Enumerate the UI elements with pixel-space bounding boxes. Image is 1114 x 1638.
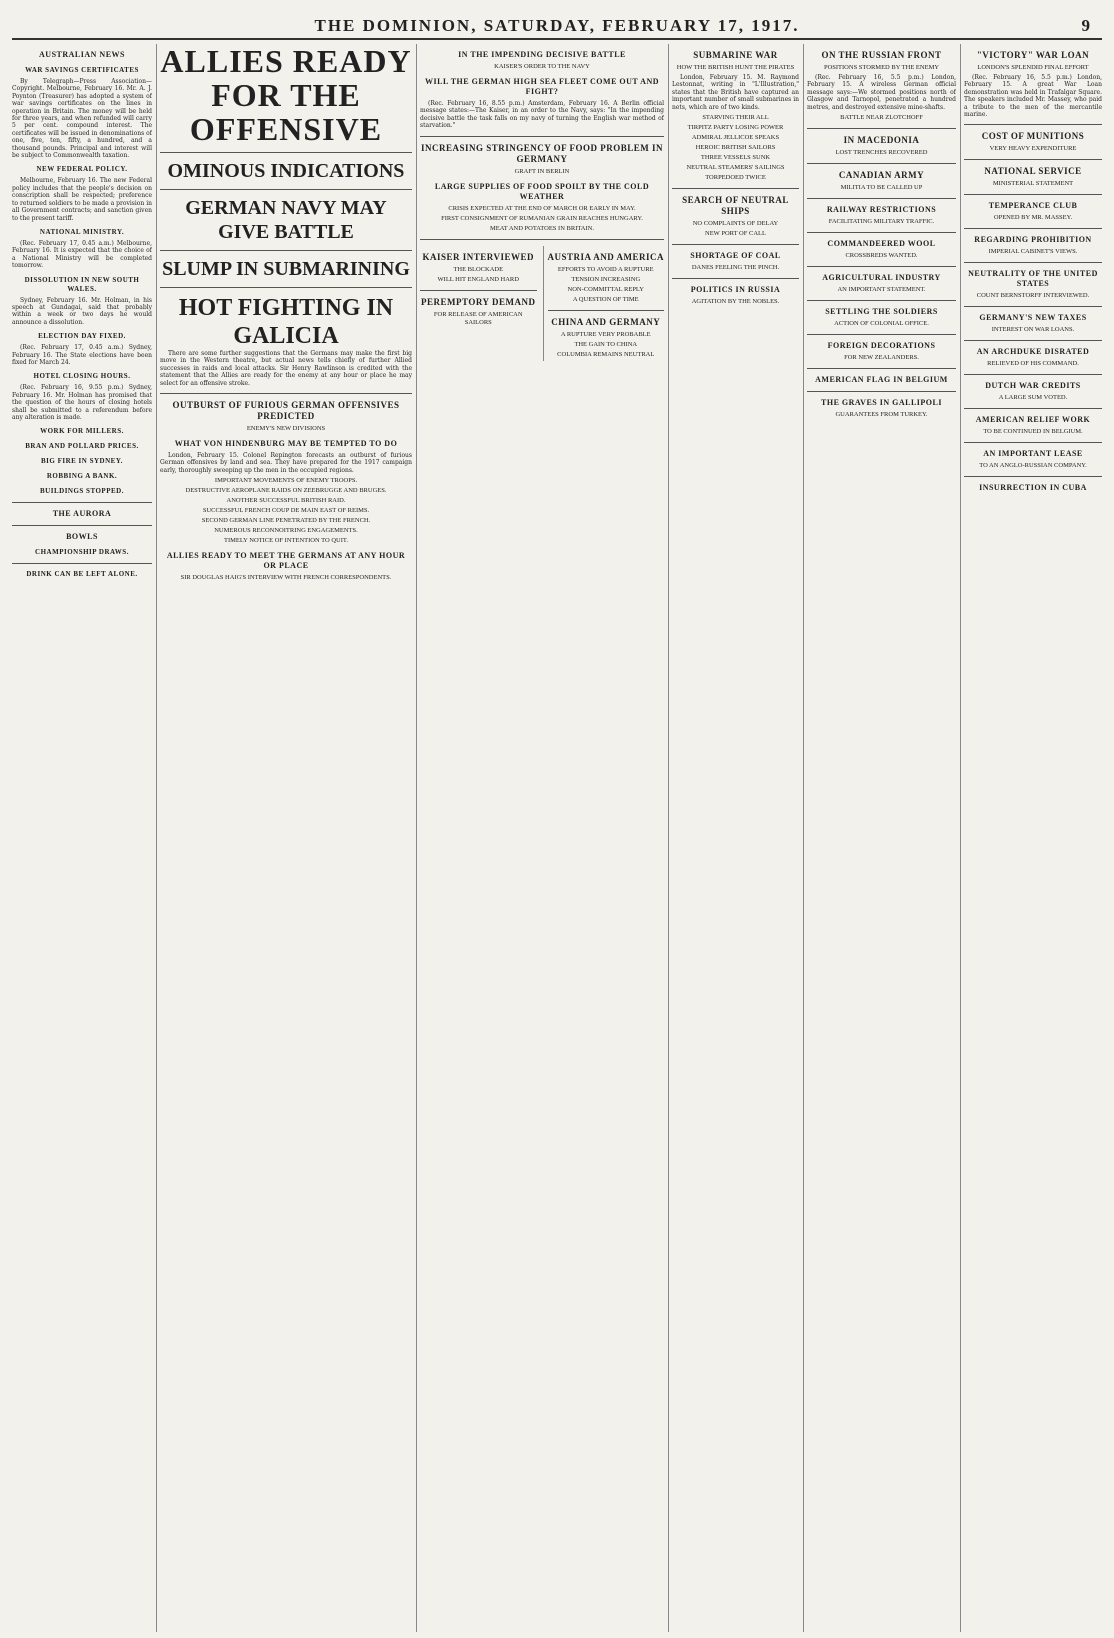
headline: TEMPERANCE CLUB — [988, 201, 1078, 211]
deck-headline: OMINOUS INDICATIONS — [167, 160, 405, 182]
article-text: (Rec. February 16, 9.55 p.m.) Sydney, February 16. Mr. Holman has promised that the question of the hours of closing hotels shall be submitted to a referendum before any alteration is made. — [12, 384, 152, 421]
headline: SHORTAGE OF COAL — [690, 251, 781, 261]
headline: SUBMARINE WAR — [693, 50, 778, 60]
masthead-title: THE DOMINION, SATURDAY, FEBRUARY 17, 1917. — [314, 16, 800, 35]
subheadline: ACTION OF COLONIAL OFFICE. — [834, 320, 929, 328]
subheadline: IMPERIAL CABINET'S VIEWS. — [988, 248, 1078, 256]
subheadline: COLUMBIA REMAINS NEUTRAL — [557, 350, 655, 358]
subheadline: TO BE CONTINUED IN BELGIUM. — [983, 428, 1083, 436]
subheadline: DESTRUCTIVE AEROPLANE RAIDS ON ZEEBRUGGE AND BRUGES. — [185, 487, 387, 495]
subheadline: NEW FEDERAL POLICY. — [36, 165, 128, 174]
subheadline: COUNT BERNSTORFF INTERVIEWED. — [976, 292, 1090, 300]
subheadline: DRINK CAN BE LEFT ALONE. — [26, 570, 138, 579]
headline: AN IMPORTANT LEASE — [983, 449, 1083, 459]
headline: WHAT VON HINDENBURG MAY BE TEMPTED TO DO — [174, 439, 398, 449]
subheadline: AGITATION BY THE NOBLES. — [691, 298, 780, 306]
subheadline: SIR DOUGLAS HAIG'S INTERVIEW WITH FRENCH CORRESPONDENTS. — [180, 574, 392, 582]
subheadline: DISSOLUTION IN NEW SOUTH WALES. — [24, 275, 140, 293]
headline: NEUTRALITY OF THE UNITED STATES — [968, 269, 1098, 289]
column-impending-battle — [420, 44, 664, 1632]
subheadline: WILL HIT ENGLAND HARD — [437, 275, 519, 283]
subheadline: GRAFT IN BERLIN — [514, 167, 570, 175]
subheadline: TORPEDOED TWICE — [705, 174, 766, 182]
headline: DUTCH WAR CREDITS — [985, 381, 1081, 391]
subheadline: NO COMPLAINTS OF DELAY — [692, 220, 779, 228]
subheadline: ELECTION DAY FIXED. — [38, 332, 126, 341]
column-rule — [668, 44, 669, 1632]
headline: COMMANDEERED WOOL — [827, 239, 936, 249]
masthead — [12, 16, 1102, 40]
subheadline: BIG FIRE IN SYDNEY. — [41, 457, 123, 466]
article-austria — [543, 246, 665, 361]
subheadline: HOTEL CLOSING HOURS. — [33, 372, 131, 381]
column-submarine-war — [672, 44, 799, 1632]
headline: PEREMPTORY DEMAND — [421, 296, 536, 307]
subheadline: A RUPTURE VERY PROBABLE — [560, 330, 651, 338]
subheadline: CRISIS EXPECTED AT THE END OF MARCH OR EARLY IN MAY. — [448, 204, 636, 212]
subheadline: INTEREST ON WAR LOANS. — [991, 326, 1075, 334]
headline: COST OF MUNITIONS — [981, 131, 1085, 142]
article-text: There are some further suggestions that the Germans may make the first big move in the Western theatre, but actual news tells chiefly of further Allied successes in raids and local attacks. Sir Henry Rawlinson is credited with the statement that the Allies are ready for the enemy at any hour or place he may select for an offensive stroke. — [160, 350, 412, 387]
column-victory-loan — [964, 44, 1102, 1632]
subheadline: OPENED BY MR. MASSEY. — [993, 214, 1073, 222]
headline: AUSTRIA AND AMERICA — [547, 251, 664, 262]
subheadline: MILITIA TO BE CALLED UP — [840, 184, 923, 192]
subheadline: WAR SAVINGS CERTIFICATES — [25, 66, 139, 74]
headline: BOWLS — [66, 532, 98, 542]
subheadline: ADMIRAL JELLICOE SPEAKS — [691, 134, 780, 142]
column-rule — [803, 44, 804, 1632]
article-text: London, February 15. Colonel Repington forecasts an outburst of furious German offensives by land and sea. They have prepared for the 1917 campaign early, thoroughly sweeping up the men in the occupied regions. — [160, 452, 412, 474]
headline: AMERICAN RELIEF WORK — [975, 415, 1091, 425]
subheadline: TO AN ANGLO-RUSSIAN COMPANY. — [979, 462, 1087, 470]
article-text: By Telegraph—Press Association—Copyright. Melbourne, February 16. Mr. A. J. Poynton (Treasurer) has adopted a system of war savings certificates on the lines in operation in Britain. The money will be held for three years, and when refunded will carry 5 per cent. compound interest. The certificates will be issued in denominations of one, five, ten, fifty, a hundred, and a thousand pounds. Principal and interest will be subject to Commonwealth taxation. — [12, 78, 152, 160]
subheadline: RELIEVED OF HIS COMMAND. — [987, 360, 1079, 368]
column-russian-front — [807, 44, 956, 1632]
headline: AUSTRALIAN NEWS — [39, 50, 125, 59]
headline: RAILWAY RESTRICTIONS — [826, 205, 937, 215]
headline: WILL THE GERMAN HIGH SEA FLEET COME OUT AND FIGHT? — [425, 77, 659, 96]
article-text: (Rec. February 16, 5.5 p.m.) London, February 15. A great War Loan demonstration was held in Trafalgar Square. The speakers included Mr. Massey, who paid a tribute to the men of the mercantile marine. — [964, 74, 1102, 119]
subheadline: AN IMPORTANT STATEMENT. — [837, 286, 926, 294]
subheadline: HOW THE BRITISH HUNT THE PIRATES — [676, 64, 795, 71]
subheadline: SECOND GERMAN LINE PENETRATED BY THE FRENCH. — [201, 517, 371, 525]
headline: LARGE SUPPLIES OF FOOD SPOILT BY THE COLD WEATHER — [434, 181, 650, 201]
subheadline: POSITIONS STORMED BY THE ENEMY — [823, 64, 940, 71]
subheadline: TIMELY NOTICE OF INTENTION TO QUIT. — [223, 537, 349, 545]
subheadline: TENSION INCREASING — [571, 275, 641, 283]
subheadline: HEROIC BRITISH SAILORS — [695, 144, 776, 152]
headline: ALLIES READY TO MEET THE GERMANS AT ANY HOUR OR PLACE — [166, 551, 406, 571]
subheadline: THE GAIN TO CHINA — [574, 340, 638, 348]
subheadline: FIRST CONSIGNMENT OF RUMANIAN GRAIN REACHES HUNGARY. — [441, 214, 643, 222]
column-rule — [960, 44, 961, 1632]
headline: "VICTORY" WAR LOAN — [976, 50, 1090, 60]
article-kaiser — [420, 246, 537, 361]
subheadline: THE BLOCKADE — [453, 265, 504, 273]
headline: FOREIGN DECORATIONS — [827, 341, 936, 351]
article-text: (Rec. February 16, 5.5 p.m.) London, February 15. A wireless German official message says:—We stormed positions north of Glasgow and Tarnopol, penetrated a hundred metres, and destroyed extensive mine-shafts. — [807, 74, 956, 111]
subheadline: ROBBING A BANK. — [46, 472, 118, 481]
article-text: Melbourne, February 16. The new Federal policy includes that the people's decision on conscription shall be respected; preference to returned soldiers to be made a provision in all Government contracts; and sanction given to the present tariff. — [12, 177, 152, 222]
column-rule — [156, 44, 157, 1632]
headline: IN THE IMPENDING DECISIVE BATTLE — [458, 50, 626, 59]
column-allies-ready — [160, 44, 412, 1632]
subheadline: NON-COMMITTAL REPLY — [567, 285, 644, 293]
page-number: 9 — [1081, 16, 1090, 35]
subheadline: TIRPITZ PARTY LOSING POWER — [687, 124, 784, 132]
subheadline: NUMEROUS RECONNOITRING ENGAGEMENTS. — [214, 527, 358, 535]
subheadline: SUCCESSFUL FRENCH COUP DE MAIN EAST OF REIMS. — [202, 507, 370, 515]
article-text: (Rec. February 16, 8.55 p.m.) Amsterdam, February 16. A Berlin official message states:—The Kaiser, in an order to the Navy, says: "In the impending decisive battle the task falls on my navy of turning the English war method of starvation." — [420, 100, 664, 130]
subheadline: CHAMPIONSHIP DRAWS. — [35, 548, 129, 557]
subheadline: BRAN AND POLLARD PRICES. — [25, 442, 139, 451]
subheadline: FOR NEW ZEALANDERS. — [844, 354, 919, 362]
headline: SETTLING THE SOLDIERS — [825, 307, 938, 317]
subheadline: BATTLE NEAR ZLOTCHOFF — [840, 114, 923, 122]
headline: THE GRAVES IN GALLIPOLI — [821, 398, 942, 408]
headline: THE AURORA — [52, 509, 112, 519]
headline: CANADIAN ARMY — [838, 170, 925, 181]
subheadline: ENEMY'S NEW DIVISIONS — [246, 425, 326, 433]
subheadline: NEW PORT OF CALL — [705, 230, 766, 238]
column-australian-news — [12, 44, 152, 1632]
subheadline: IMPORTANT MOVEMENTS OF ENEMY TROOPS. — [214, 477, 358, 485]
subheadline: LOST TRENCHES RECOVERED — [835, 149, 928, 157]
subheadline: CROSSBREDS WANTED. — [845, 252, 918, 260]
headline: NATIONAL SERVICE — [984, 166, 1082, 177]
deck-headline: HOT FIGHTING IN GALICIA — [178, 295, 394, 349]
subheadline: WORK FOR MILLERS. — [40, 427, 124, 436]
headline: POLITICS IN RUSSIA — [690, 285, 781, 295]
subheadline: GUARANTEES FROM TURKEY. — [835, 411, 928, 419]
deck-headline: GERMAN NAVY MAY GIVE BATTLE — [185, 197, 387, 243]
headline: INSURRECTION IN CUBA — [979, 483, 1087, 493]
headline: SEARCH OF NEUTRAL SHIPS — [682, 195, 789, 217]
subheadline: ANOTHER SUCCESSFUL BRITISH RAID. — [226, 497, 346, 505]
subheadline: FOR RELEASE OF AMERICAN SAILORS — [433, 310, 523, 326]
headline: GERMANY'S NEW TAXES — [979, 313, 1087, 323]
subheadline: DANES FEELING THE PINCH. — [691, 264, 780, 272]
subheadline: STARVING THEIR ALL — [702, 114, 769, 122]
subheadline: A QUESTION OF TIME — [572, 295, 639, 303]
subheadline: NATIONAL MINISTRY. — [39, 227, 125, 236]
headline: IN MACEDONIA — [843, 135, 920, 146]
main-headline: ALLIES READY FOR THE OFFENSIVE — [160, 44, 412, 147]
headline: INCREASING STRINGENCY OF FOOD PROBLEM IN GERMANY — [420, 142, 664, 164]
subheadline: THREE VESSELS SUNK — [700, 154, 771, 162]
article-text: (Rec. February 17, 0.45 a.m.) Sydney, February 16. The State elections have been fixed for March 24. — [12, 344, 152, 366]
headline: OUTBURST OF FURIOUS GERMAN OFFENSIVES PREDICTED — [172, 400, 400, 422]
subheadline: MEAT AND POTATOES IN BRITAIN. — [490, 224, 594, 232]
subheadline: LONDON'S SPLENDID FINAL EFFORT — [977, 64, 1089, 71]
subheadline: VERY HEAVY EXPENDITURE — [989, 145, 1077, 153]
headline: CHINA AND GERMANY — [551, 316, 661, 327]
column-rule — [416, 44, 417, 1632]
headline: AMERICAN FLAG IN BELGIUM — [815, 375, 948, 385]
subheadline: A LARGE SUM VOTED. — [998, 394, 1068, 402]
subheadline: FACILITATING MILITARY TRAFFIC. — [828, 218, 935, 226]
headline: AN ARCHDUKE DISRATED — [976, 347, 1090, 357]
subheadline: KAISER'S ORDER TO THE NAVY — [494, 63, 590, 70]
headline: KAISER INTERVIEWED — [422, 251, 534, 262]
subheadline: MINISTERIAL STATEMENT — [992, 180, 1074, 188]
subheadline: BUILDINGS STOPPED. — [40, 487, 124, 496]
deck-headline: SLUMP IN SUBMARINING — [162, 258, 410, 280]
headline: REGARDING PROHIBITION — [974, 235, 1092, 245]
article-text: London, February 15. M. Raymond Lestonnat, writing in "L'Illustration," states that the British have captured an important number of small submarines in nets, which are of two kinds. — [672, 74, 799, 111]
headline: ON THE RUSSIAN FRONT — [821, 50, 942, 60]
subheadline: EFFORTS TO AVOID A RUPTURE — [557, 265, 654, 273]
article-text: (Rec. February 17, 0.45 a.m.) Melbourne, February 16. It is expected that the choice of a National Ministry will be completed tomorrow. — [12, 239, 152, 270]
article-text: Sydney, February 16. Mr. Holman, in his speech at Gundagai, said that probably within a week or two days he would announce a dissolution. — [12, 296, 152, 326]
subheadline: NEUTRAL STEAMERS' SAILINGS — [686, 164, 785, 172]
headline: AGRICULTURAL INDUSTRY — [822, 273, 941, 283]
